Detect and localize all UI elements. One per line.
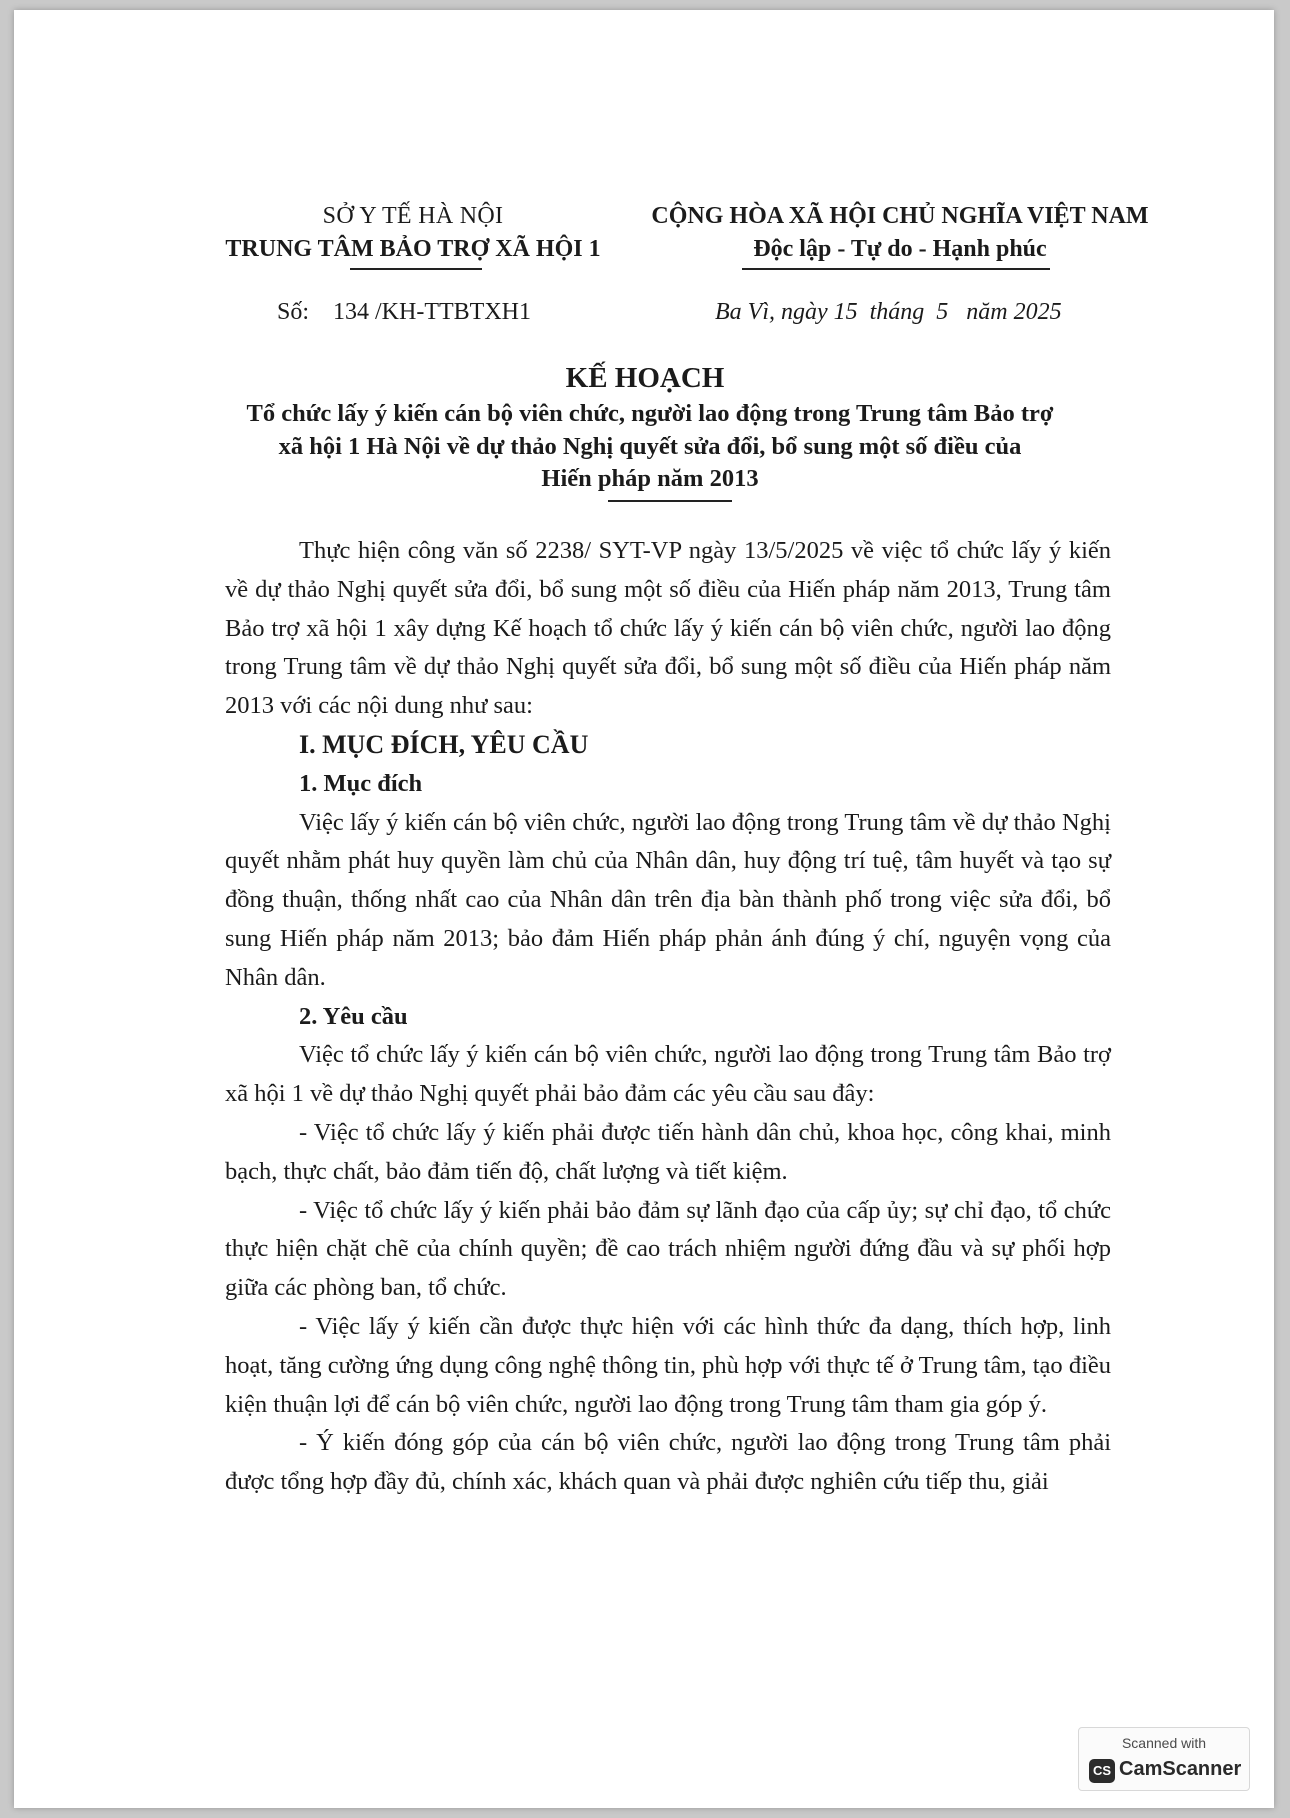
- subtitle-line-2: xã hội 1 Hà Nội về dự thảo Nghị quyết sửa đổi, bổ sung một số điều của: [278, 432, 1022, 460]
- watermark-line-1: Scanned with: [1121, 1735, 1207, 1751]
- requirements-intro: Việc tổ chức lấy ý kiến cán bộ viên chức, người lao động trong Trung tâm Bảo trợ xã hội 1 về dự thảo Nghị quyết phải bảo đảm các yêu cầu sau đây:: [225, 1041, 1111, 1108]
- requirement-item-3: - Việc lấy ý kiến cần được thực hiện với các hình thức đa dạng, thích hợp, linh hoạt, tăng cường ứng dụng công nghệ thông tin, phù hợp với thực tế ở Trung tâm, tạo điều kiện thuận lợi để cán bộ viên chức, người lao động trong Trung tâm tham gia góp ý.: [225, 1312, 1111, 1418]
- agency-line-2: TRUNG TÂM BẢO TRỢ XÃ HỘI 1: [225, 236, 601, 262]
- subsection-heading-purpose: 1. Mục đích: [299, 769, 423, 797]
- motto-underline: [742, 268, 1050, 270]
- requirement-item-2: - Việc tổ chức lấy ý kiến phải bảo đảm sự lãnh đạo của cấp ủy; sự chỉ đạo, tổ chức thực hiện chặt chẽ của chính quyền; đề cao trách nhiệm người đứng đầu và sự phối hợp giữa các phòng ban, tổ chức.: [225, 1196, 1111, 1302]
- section-heading-1: I. MỤC ĐÍCH, YÊU CẦU: [299, 729, 589, 759]
- national-motto: [650, 200, 1150, 266]
- issuing-agency: [203, 200, 623, 266]
- subtitle-line-3: Hiến pháp năm 2013: [541, 465, 759, 492]
- title-underline: [608, 500, 732, 502]
- watermark-line-2: CamScanner: [1119, 1758, 1242, 1780]
- requirement-item-1: - Việc tổ chức lấy ý kiến phải được tiến hành dân chủ, khoa học, công khai, minh bạch, thực chất, bảo đảm tiến độ, chất lượng và tiết kiệm.: [225, 1118, 1111, 1185]
- subtitle-line-1: Tổ chức lấy ý kiến cán bộ viên chức, người lao động trong Trung tâm Bảo trợ: [246, 400, 1054, 427]
- agency-underline: [350, 268, 482, 270]
- agency-line-1: SỞ Y TẾ HÀ NỘI: [322, 203, 504, 229]
- camscanner-logo-icon: CS: [1089, 1759, 1115, 1783]
- purpose-paragraph: Việc lấy ý kiến cán bộ viên chức, người lao động trong Trung tâm về dự thảo Nghị quyết nhằm phát huy quyền làm chủ của Nhân dân, huy động trí tuệ, tâm huyết và tạo sự đồng thuận, thống nhất cao của Nhân dân trên địa bàn thành phố trong việc sửa đổi, bổ sung Hiến pháp năm 2013; bảo đảm Hiến pháp phản ánh đúng ý chí, nguyện vọng của Nhân dân.: [225, 808, 1111, 991]
- camscanner-watermark: [1078, 1727, 1250, 1791]
- number-code: /KH-TTBTXH1: [375, 299, 531, 325]
- nation-line-1: CỘNG HÒA XÃ HỘI CHỦ NGHĨA VIỆT NAM: [651, 203, 1149, 229]
- number-value: 134: [333, 299, 370, 325]
- intro-paragraph: Thực hiện công văn số 2238/ SYT-VP ngày 13/5/2025 về việc tổ chức lấy ý kiến về dự thảo Nghị quyết sửa đổi, bổ sung một số điều của Hiến pháp năm 2013, Trung tâm Bảo trợ xã hội 1 xây dựng Kế hoạch tổ chức lấy ý kiến cán bộ viên chức, người lao động trong Trung tâm về dự thảo Nghị quyết sửa đổi, bổ sung một số điều của Hiến pháp năm 2013 với các nội dung như sau:: [225, 537, 1111, 720]
- document-number: [277, 299, 531, 326]
- subsection-heading-requirements: 2. Yêu cầu: [299, 1002, 408, 1030]
- document-title: KẾ HOẠCH: [565, 362, 725, 394]
- nation-line-2: Độc lập - Tự do - Hạnh phúc: [753, 236, 1047, 262]
- document-body: [225, 532, 1111, 1502]
- document-date: Ba Vì, ngày 15 tháng 5 năm 2025: [715, 299, 1062, 325]
- number-label: Số:: [277, 299, 310, 325]
- document-subtitle: [200, 398, 1100, 496]
- requirement-item-4: - Ý kiến đóng góp của cán bộ viên chức, người lao động trong Trung tâm phải được tổng hợp đầy đủ, chính xác, khách quan và phải được nghiên cứu tiếp thu, giải: [225, 1429, 1111, 1496]
